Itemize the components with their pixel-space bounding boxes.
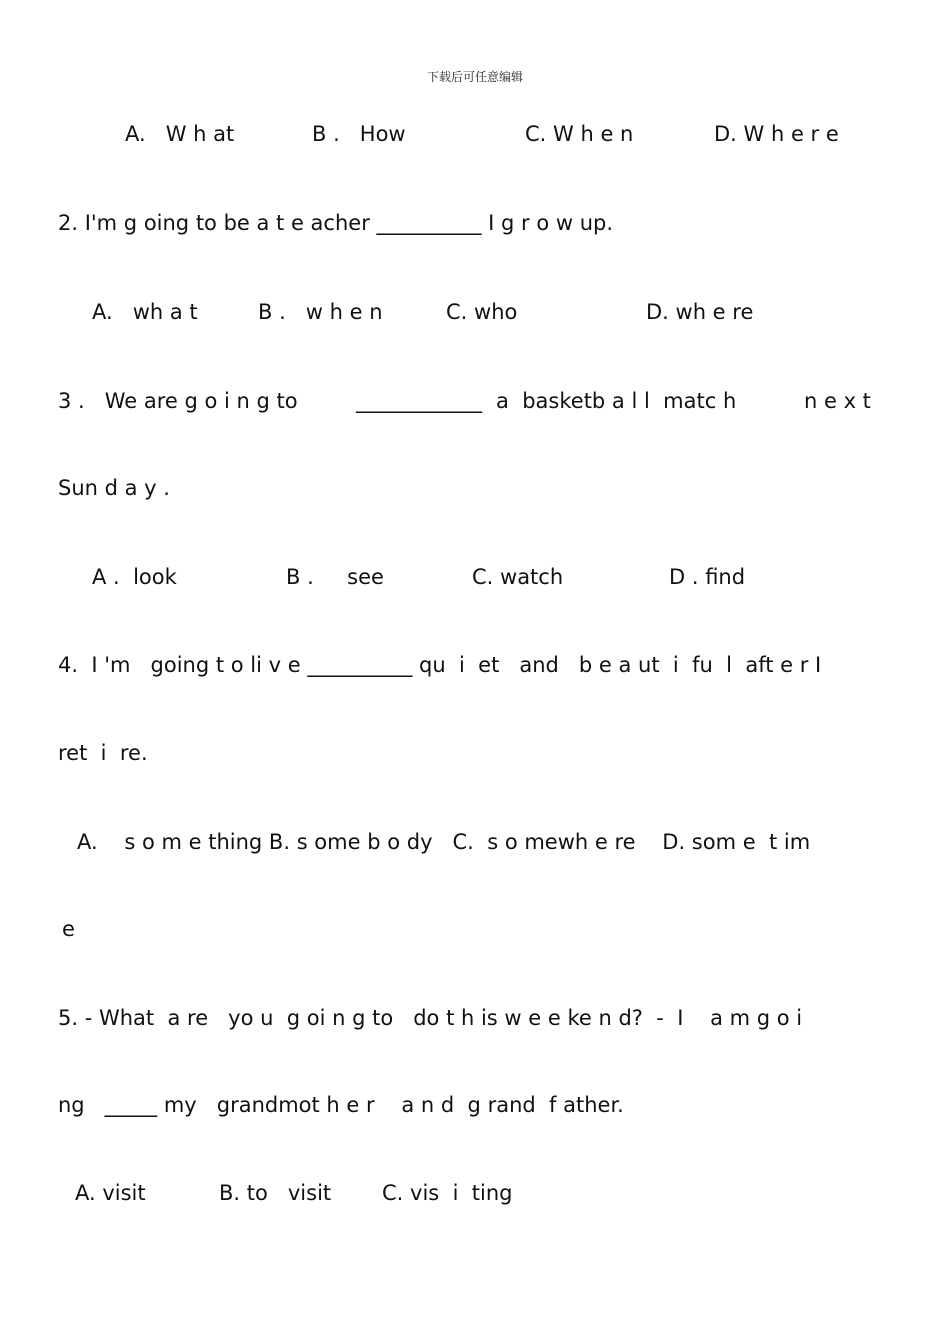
q3-option-c: C. watch <box>472 565 564 589</box>
q1-option-b: B . How <box>312 122 406 146</box>
q5-option-a: A. visit <box>75 1181 146 1205</box>
q2-option-a: A. wh a t <box>92 300 198 324</box>
q3-text-start: 3 . We are g o i n g to <box>58 389 298 413</box>
q2-option-c: C. who <box>446 300 518 324</box>
q3-option-d: D . find <box>669 565 746 589</box>
q4-text: 4. I 'm going t o li v e __________ qu i et and b e a ut i fu l aft e r I <box>58 653 822 677</box>
q3-blank: ____________ <box>356 389 482 413</box>
q2-text: 2. I'm g oing to be a t e acher __________ I g r o w up. <box>58 211 614 235</box>
q3-text-end: n e x t <box>804 389 871 413</box>
q3-option-b: B . see <box>286 565 384 589</box>
q4-options: A. s o m e thing B. s ome b o dy C. s o mewh e re D. som e t im <box>77 830 811 854</box>
q1-option-c: C. W h e n <box>525 122 634 146</box>
q5-option-b: B. to visit <box>219 1181 332 1205</box>
q1-option-a: A. W h at <box>125 122 235 146</box>
q1-option-d: D. W h e r e <box>714 122 839 146</box>
q3-text-wrap: Sun d a y . <box>58 476 170 500</box>
q4-options-wrap: e <box>62 917 75 941</box>
q2-option-b: B . w h e n <box>258 300 383 324</box>
q5-text-wrap: ng _____ my grandmot h e r a n d g rand f ather. <box>58 1093 624 1117</box>
q5-text: 5. - What a re yo u g oi n g to do t h is w e e ke n d? - I a m g o i <box>58 1006 803 1030</box>
q3-option-a: A . look <box>92 565 177 589</box>
q2-option-d: D. wh e re <box>646 300 754 324</box>
page-header: 下载后可任意编辑 <box>426 70 523 84</box>
q4-text-wrap: ret i re. <box>58 741 148 765</box>
q5-option-c: C. vis i ting <box>382 1181 513 1205</box>
q3-text-middle: a basketb a l l matc h <box>496 389 737 413</box>
